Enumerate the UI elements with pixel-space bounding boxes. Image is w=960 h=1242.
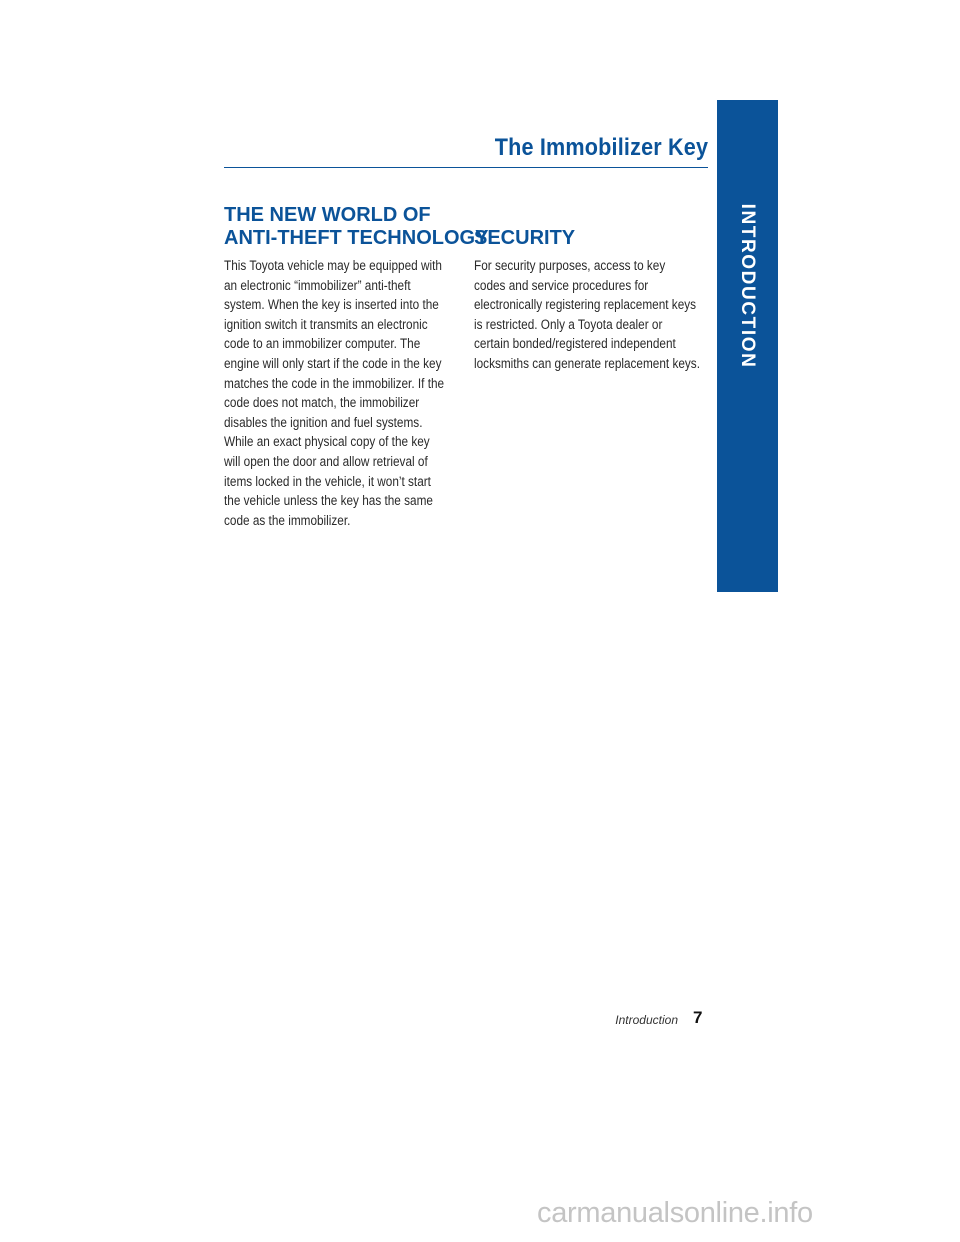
page-number: 7	[693, 1008, 703, 1027]
body-line: is restricted. Only a Toyota dealer or	[474, 316, 663, 332]
anti-theft-heading-line-1: THE NEW WORLD OF	[224, 204, 431, 226]
footer-section-name: Introduction	[615, 1013, 678, 1027]
body-line: locksmiths can generate replacement keys.	[474, 355, 700, 371]
watermark: carmanualsonline.info	[537, 1197, 813, 1229]
anti-theft-heading-line-2: ANTI-THEFT TECHNOLOGY	[224, 227, 489, 249]
body-line: code does not match, the immobilizer	[224, 395, 420, 411]
page-title: The Immobilizer Key	[494, 134, 708, 161]
body-line: electronically registering replacement keys	[474, 297, 697, 313]
security-body	[474, 256, 714, 374]
body-line: system. When the key is inserted into the	[224, 297, 439, 313]
body-line: This Toyota vehicle may be equipped with	[224, 258, 442, 273]
body-line: items locked in the vehicle, it won’t start	[224, 473, 431, 489]
anti-theft-heading	[224, 204, 488, 250]
title-divider	[224, 167, 708, 168]
body-line: disables the ignition and fuel systems.	[224, 414, 423, 430]
body-line: an electronic “immobilizer” anti-theft	[224, 277, 411, 293]
body-line: certain bonded/registered independent	[474, 336, 676, 352]
body-line: code as the immobilizer.	[224, 512, 351, 528]
section-side-tab	[717, 100, 778, 592]
body-line: code to an immobilizer computer. The	[224, 336, 421, 352]
body-line: will open the door and allow retrieval of	[224, 453, 428, 469]
anti-theft-body	[224, 256, 462, 530]
security-heading: SECURITY	[474, 227, 576, 249]
body-line: For security purposes, access to key	[474, 258, 666, 273]
body-line: the vehicle unless the key has the same	[224, 493, 433, 509]
side-tab-label: INTRODUCTION	[737, 203, 758, 369]
body-line: ignition switch it transmits an electronic	[224, 316, 428, 332]
body-line: engine will only start if the code in the key	[224, 355, 442, 371]
body-line: While an exact physical copy of the key	[224, 434, 430, 450]
body-line: codes and service procedures for	[474, 277, 649, 293]
body-line: matches the code in the immobilizer. If the	[224, 375, 445, 391]
